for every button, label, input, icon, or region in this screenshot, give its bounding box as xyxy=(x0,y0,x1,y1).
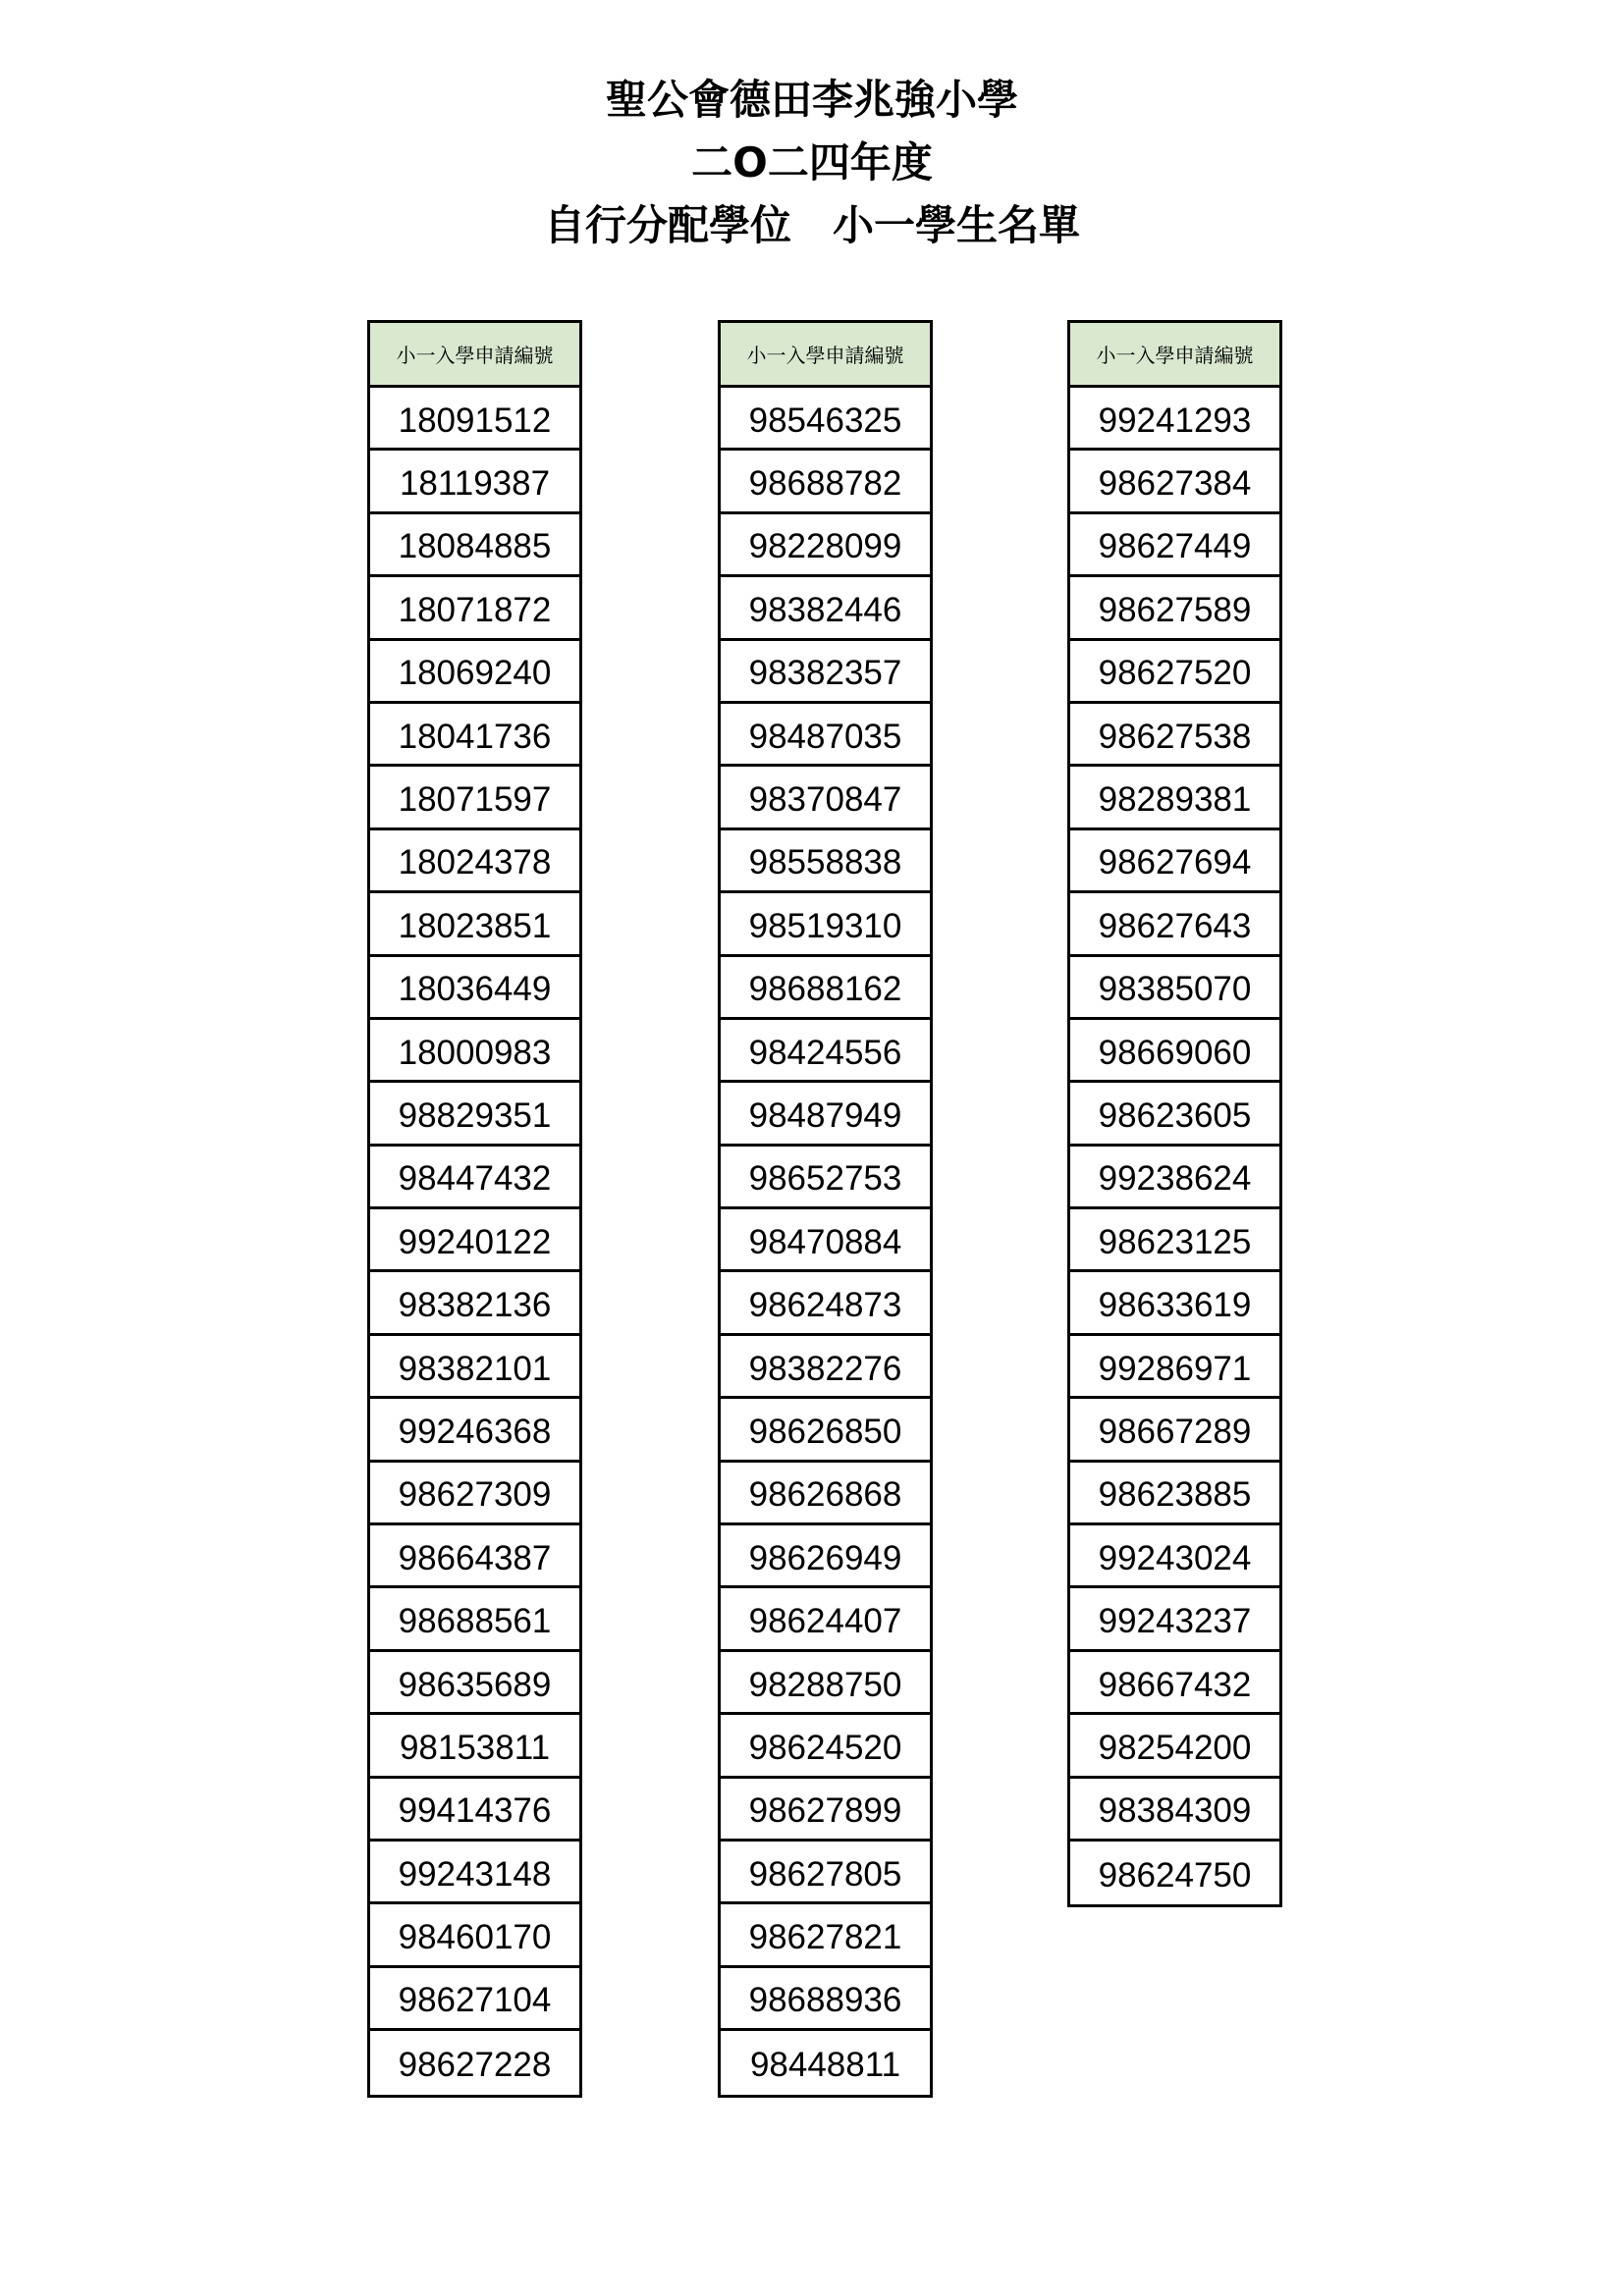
application-number-cell: 98664387 xyxy=(370,1525,579,1588)
application-number-cell: 99246368 xyxy=(370,1399,579,1462)
application-number-cell: 98635689 xyxy=(370,1652,579,1715)
list-header: 小一入學申請編號 xyxy=(721,323,930,388)
application-number-cell: 98623885 xyxy=(1070,1463,1279,1525)
application-number-cell: 98624750 xyxy=(1098,1856,1252,1896)
application-number-cell: 98624407 xyxy=(721,1588,930,1651)
application-number-cell: 18024378 xyxy=(370,830,579,893)
application-number-cell: 98288750 xyxy=(721,1652,930,1715)
application-number-cell: 98382276 xyxy=(721,1336,930,1399)
application-number-cell: 18023851 xyxy=(370,893,579,956)
document-title xyxy=(0,69,1624,257)
application-number-cell: 98382136 xyxy=(370,1272,579,1335)
application-number-cell: 98688561 xyxy=(370,1588,579,1651)
application-number-cell: 98667289 xyxy=(1070,1399,1279,1462)
application-number-cell: 98627384 xyxy=(1070,451,1279,513)
application-number-cell: 98627228 xyxy=(398,2046,552,2085)
application-number-cell: 98254200 xyxy=(1070,1715,1279,1778)
application-number-cell: 98460170 xyxy=(370,1904,579,1967)
application-number-cell: 98448811 xyxy=(749,2046,901,2085)
application-number-cell: 98623125 xyxy=(1070,1209,1279,1272)
application-number-cell: 18000983 xyxy=(370,1020,579,1083)
application-number-cell: 98487035 xyxy=(721,704,930,767)
application-number-cell: 98519310 xyxy=(721,893,930,956)
application-number-cell: 98829351 xyxy=(370,1083,579,1146)
application-number-cell: 18071597 xyxy=(370,767,579,829)
application-number-cell: 98669060 xyxy=(1070,1020,1279,1083)
application-number-cell: 98424556 xyxy=(721,1020,930,1083)
list-header: 小一入學申請編號 xyxy=(1070,323,1279,388)
application-number-cell: 98624520 xyxy=(721,1715,930,1778)
application-number-list-1 xyxy=(367,320,582,2098)
list-body xyxy=(721,388,930,2095)
list-subtitle: 自行分配學位 小一學生名單 xyxy=(543,201,1080,249)
application-number-cell: 98627520 xyxy=(1070,641,1279,704)
application-number-cell: 98289381 xyxy=(1070,767,1279,829)
application-number-list-3 xyxy=(1067,320,1282,1907)
application-number-cell: 98627805 xyxy=(721,1842,930,1904)
application-number-cell: 99240122 xyxy=(370,1209,579,1272)
application-number-cell: 99241293 xyxy=(1070,388,1279,451)
application-number-cell: 99286971 xyxy=(1070,1336,1279,1399)
application-number-cell: 98667432 xyxy=(1070,1652,1279,1715)
application-number-cell: 98447432 xyxy=(370,1147,579,1209)
application-number-cell: 18119387 xyxy=(370,451,579,513)
application-number-cell: 98627538 xyxy=(1070,704,1279,767)
application-number-cell: 98627694 xyxy=(1070,830,1279,893)
application-number-cell: 18069240 xyxy=(370,641,579,704)
application-number-cell: 18084885 xyxy=(370,514,579,577)
application-number-cell: 18091512 xyxy=(370,388,579,451)
application-number-cell: 98688936 xyxy=(721,1968,930,2031)
application-number-cell: 98633619 xyxy=(1070,1272,1279,1335)
application-number-cell: 98652753 xyxy=(721,1147,930,1209)
application-number-cell: 99243024 xyxy=(1070,1525,1279,1588)
application-number-cell: 98153811 xyxy=(370,1715,579,1778)
application-number-cell: 98382101 xyxy=(370,1336,579,1399)
application-number-cell: 98228099 xyxy=(721,514,930,577)
application-number-cell: 98470884 xyxy=(721,1209,930,1272)
application-number-cell: 98624873 xyxy=(721,1272,930,1335)
application-number-cell: 98688782 xyxy=(721,451,930,513)
application-number-cell: 98627104 xyxy=(370,1968,579,2031)
application-number-cell: 99414376 xyxy=(370,1779,579,1842)
application-number-cell: 98384309 xyxy=(1070,1779,1279,1842)
application-number-cell: 18036449 xyxy=(370,957,579,1020)
application-number-cell: 98382357 xyxy=(721,641,930,704)
application-number-cell: 99238624 xyxy=(1070,1147,1279,1209)
school-year: 二O二四年度 xyxy=(691,138,933,187)
list-body xyxy=(370,388,579,2095)
application-number-cell: 98626949 xyxy=(721,1525,930,1588)
application-number-list-2 xyxy=(718,320,933,2098)
application-number-cell: 98623605 xyxy=(1070,1083,1279,1146)
application-number-cell: 99243148 xyxy=(370,1842,579,1904)
application-number-cell: 98558838 xyxy=(721,830,930,893)
application-number-cell: 98627449 xyxy=(1070,514,1279,577)
application-number-cell: 98382446 xyxy=(721,577,930,640)
application-number-cell: 98627821 xyxy=(721,1904,930,1967)
application-number-cell: 18041736 xyxy=(370,704,579,767)
application-number-cell: 99243237 xyxy=(1070,1588,1279,1651)
school-name: 聖公會德田李兆強小學 xyxy=(605,76,1018,124)
application-number-cell: 98627589 xyxy=(1070,577,1279,640)
application-number-cell: 98626850 xyxy=(721,1399,930,1462)
application-number-cell: 98688162 xyxy=(721,957,930,1020)
list-header: 小一入學申請編號 xyxy=(370,323,579,388)
application-number-cell: 98626868 xyxy=(721,1463,930,1525)
application-number-cell: 98487949 xyxy=(721,1083,930,1146)
application-number-cell: 18071872 xyxy=(370,577,579,640)
list-body xyxy=(1070,388,1279,1904)
application-number-cell: 98627309 xyxy=(370,1463,579,1525)
application-number-cell: 98385070 xyxy=(1070,957,1279,1020)
application-number-cell: 98370847 xyxy=(721,767,930,829)
application-number-cell: 98546325 xyxy=(721,388,930,451)
application-number-cell: 98627643 xyxy=(1070,893,1279,956)
application-number-cell: 98627899 xyxy=(721,1779,930,1842)
